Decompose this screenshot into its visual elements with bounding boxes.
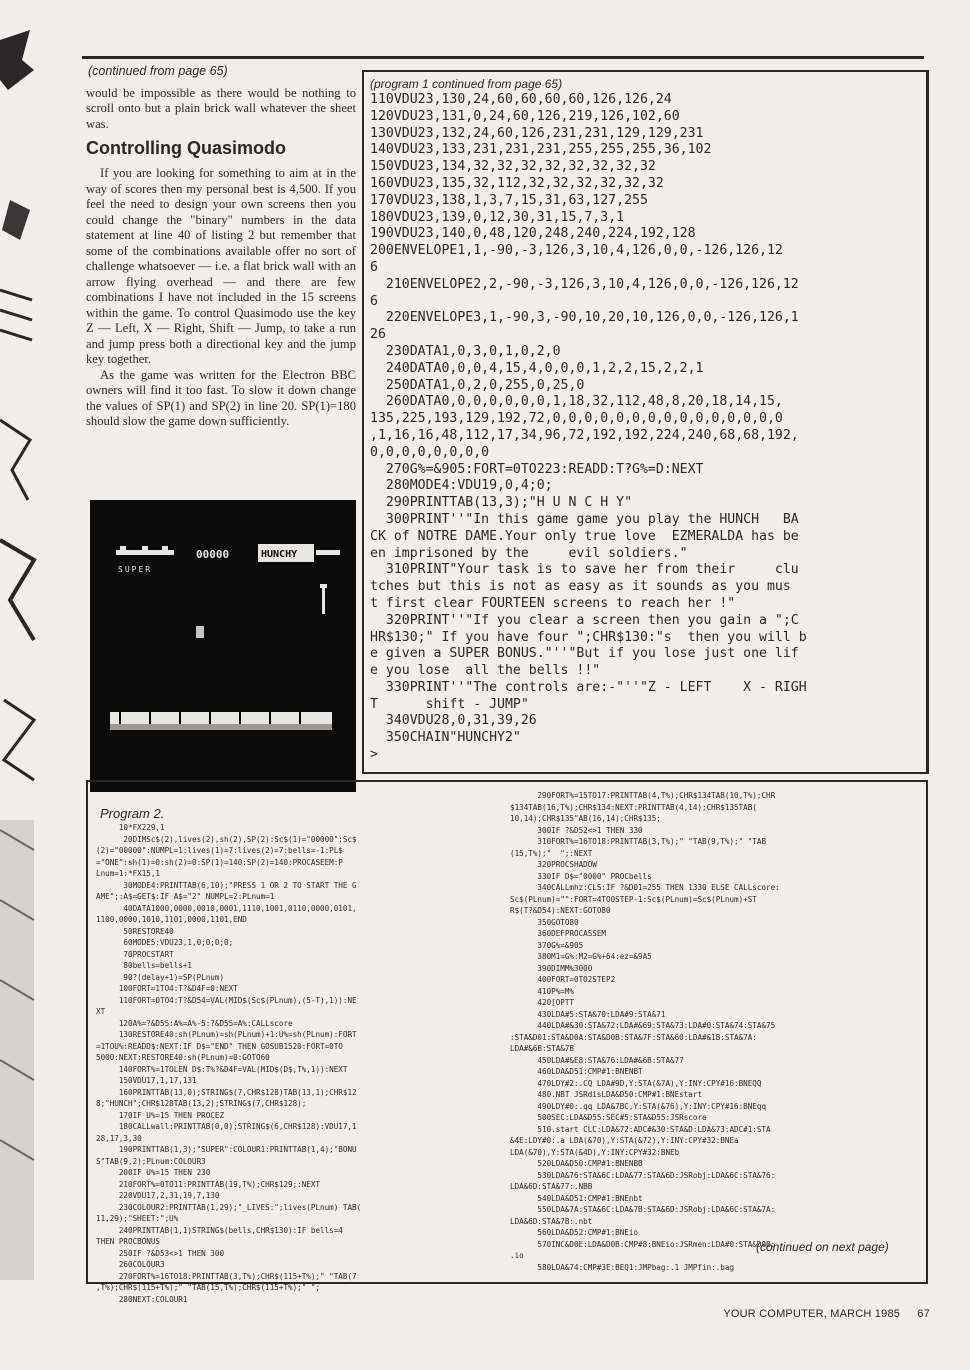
- game-scene: [90, 500, 356, 792]
- article-paragraph-1: If you are looking for something to aim at in the way of scores then my personal best is 4,500. If you feel the need to design your own screens then you could change the "binary" numbers in the data statement at line 40 of listing 2 but remember that some of the combinations available offer no sort of challenge whatsoever — i.e. a flat brick wall with an arrow flying overhead — and there are few combinations I have not included in the 15 screens within the game. To control Quasimodo use the key Z — Left, X — Right, Shift — Jump, to take a run and jump press both a directional key and the jump key together.: [86, 166, 356, 366]
- program-2-title: Program 2.: [100, 806, 165, 821]
- page-footer: [709, 1308, 930, 1320]
- margin-illustration-fragment: [0, 0, 40, 1370]
- footer-magazine: YOUR COMPUTER, MARCH 1985: [723, 1308, 901, 1320]
- program-2-listing-left: 10*FX229,1 20DIMSc$(2),lives(2),sh(2),SP(2):Sc$(1)="00000":Sc$ (2)="00000":NUMPL=1:lives(1)=7:lives(2)=7:bells=-1:PL$ ="ONE":sh(1)=0:sh(2)=0:SP(1)=140:SP(2)=140:PROCASEEM:P Lnum=1:*FX15,1 30MODE4:PRINTTAB(6,10);"PRESS 1 OR 2 TO START THE G AME";:A$=GET$:IF A$="2" NUMPL=2:PLnum=1 40DATA1000,0000,0010,0001,1110,1001,0110,0000,0101, 1100,0000,1010,1101,0000,1101,END 50RESTORE40 60MODE5:VDU23,1,0;0;0;0; 70PROCSTART 80bells=bells+1 90?(delay+1)=SP(PLnum) 100FORT=1TO4:T?&D4F=0:NEXT 110FORT=0TO4:T?&D54=VAL(MID$(Sc$(PLnum),(5-T),1)):NE XT 120A%=?&D55:A%=A%-5:?&D55=A%:CALLscore 130RESTORE40:sh(PLnum)=sh(PLnum)+1:U%=sh(PLnum):FORT =1TOU%:READD$:NEXT:IF D$="END" THEN GOSUB1520:FORT=0TO 5000:NEXT:RESTORE40:sh(PLnum)=0:GOTO60 140FORT%=1TOLEN D$:T%?&D4F=VAL(MID$(D$,T%,1)):NEXT 150VDU17,1,17,131 160PRINTTAB(13,0);STRING$(7,CHR$128)TAB(13,1);CHR$12 8;"HUNCH";CHR$128TAB(13,2);STRING$(7,CHR$128); 170IF U%=15 THEN PROCEZ 180CALLwall:PRINTTAB(0,0);STRING$(6,CHR$128):VDU17,1 28,17,3,30 190PRINTTAB(1,3);"SUPER":COLOUR1:PRINTTAB(1,4);"BONU S"TAB(9,2);PLnum:COLOUR3 200IF U%=15 THEN 230 210FORT%=0TO11:PRINTTAB(19,T%);CHR$129;:NEXT 220VDU17,2,31,19,7,130 230COLOUR2:PRINTTAB(1,29);"_LIVES:";lives(PLnum) TAB( 11,29);"SHEET:";U% 240PRINTTAB(1,1)STRING$(bells,CHR$130):IF bells=4 THEN PROCBONUS 250IF ?&D53<>1 THEN 300 260COLOUR3 270FORT%=16TO18:PRINTTAB(3,T%);CHR$(115+T%);" "TAB(7 ,T%);CHR$(115+T%);" "TAB(15,T%);CHR$(115+T%);" "; 280NEXT:COLOUR1: [96, 823, 362, 1304]
- article-body: [86, 166, 356, 430]
- intro-paragraph: [86, 86, 356, 132]
- top-rule: [82, 56, 924, 59]
- article-paragraph-2: As the game was written for the Electron BBC owners will find it too fast. To slow it down change the values of SP(1) and SP(2) in line 20. SP(1)=180 should slow the game down sufficiently.: [86, 367, 356, 428]
- continued-from-note: (continued from page 65): [88, 64, 228, 78]
- section-heading: Controlling Quasimodo: [86, 138, 286, 158]
- continued-on-note: (continued on next page): [756, 1240, 889, 1254]
- program-2-listing-right: 290FORT%=15TO17:PRINTTAB(4,T%);CHR$134TAB(10,T%);CHR $134TAB(16,T%);CHR$134:NEXT:PRINTTAB(4,14);CHR$135TAB( 10,14);CHR$135"AB(16,14);CHR$135; 300IF ?&D52<>1 THEN 330 310FORT%=16TO18:PRINTTAB(3,T%);" "TAB(9,T%);" "TAB (15,T%);" ";:NEXT 320PROCSHADOW 330IF D$="0000" PROCbells 340CALLmhz:CLS:IF ?&D01=255 THEN 1330 ELSE CALLscore: Sc$(PLnum)="":FORT=4TO0STEP-1:Sc$(PLnum)=Sc$(PLnum)+ST R$(T?&D54):NEXT:GOTO80 350GOTO80 360DEFPROCASSEM 370G%=&905 380M1=G%:M2=G%+64:ez=&9A5 390DIMM%3000 400FORT=0TO2STEP2 410P%=M% 420[OPTT 430LDA#5:STA&70:LDA#9:STA&71 440LDA#&30:STA&72:LDA#&69:STA&73:LDA#0:STA&74:STA&75 :STA&D01:STA&D0A:STA&D0B:STA&7F:STA&60:LDA#&1B:STA&7A: LDA#&6B:STA&7B 450LDA#&E8:STA&76:LDA#&6B:STA&77 460LDA&D51:CMP#1:BNENBT 470LDY#2:.CQ LDA#9D,Y:STA(&7A),Y:INY:CPY#16:BNEQQ 480.NBT JSRdisLDA&D50:CMP#1:BNEstart 490LDY#0:.qq LDA&7BC,Y:STA(&76),Y:INY:CPY#16:BNEqq 500SEC:LDA&D55:SEC#5:STA&D55:JSRscore 510.start CLC:LDA&72:ADC#&30:STA&D:LDA&73:ADC#1:STA &4E:LDY#0:.a LDA(&70),Y:STA(&72),Y:INY:CPY#32:BNEa LDA(&70),Y:STA(&4D),Y:INY:CPY#32:BNEb 520LDA&D50:CMP#1:BNENBB 530LDA&76:STA&6C:LDA&77:STA&6D:JSRobj:LDA&6C:STA&76: LDA&6D:STA&77:.NBB 540LDA&D51:CMP#1:BNEnbt 550LDA&7A:STA&6C:LDA&7B:STA&6D:JSRobj:LDA&6C:STA&7A: LDA&6D:STA&7B:.nbt 560LDA&D52:CMP#1:BNEio 570INC&D0E:LDA&D0B:CMP#8:BNEio:JSRmen:LDA#0:STA&D0B: .io 580LDA&74:CMP#3E:BEQ1:JMPbag:.1 JMPfin:.bag: [510, 791, 780, 1272]
- game-screenshot: [90, 500, 356, 792]
- program-1-title: (program 1 continued from page 65): [370, 77, 563, 91]
- program-1-listing: 110VDU23,130,24,60,60,60,60,126,126,24 120VDU23,131,0,24,60,126,219,126,102,60 130VDU23,132,24,60,126,231,231,129,129,231 140VDU23,133,231,231,231,255,255,255,36,102 150VDU23,134,32,32,32,32,32,32,32,32 160VDU23,135,32,112,32,32,32,32,32,32 170VDU23,138,1,3,7,15,31,63,127,255 180VDU23,139,0,12,30,31,15,7,3,1 190VDU23,140,0,48,120,248,240,224,192,128 200ENVELOPE1,1,-90,-3,126,3,10,4,126,0,0,-126,126,12 6 210ENVELOPE2,2,-90,-3,126,3,10,4,126,0,0,-126,126,12 6 220ENVELOPE3,1,-90,3,-90,10,20,10,126,0,0,-126,126,1 26 230DATA1,0,3,0,1,0,2,0 240DATA0,0,0,4,15,4,0,0,0,1,2,2,15,2,2,1 250DATA1,0,2,0,255,0,25,0 260DATA0,0,0,0,0,0,0,1,18,32,112,48,8,20,18,14,15, 135,225,193,129,192,72,0,0,0,0,0,0,0,0,0,0,0,0,0,0,0 ,1,16,16,48,112,17,34,96,72,192,192,224,240,68,68,192, 0,0,0,0,0,0,0,0 270G%=&905:FORT=0TO223:READD:T?G%=D:NEXT 280MODE4:VDU19,0,4;0; 290PRINTTAB(13,3);"H U N C H Y" 300PRINT''"In this game game you play the HUNCH BA CK of NOTRE DAME.Your only true love EZMERALDA has be en imprisoned by the evil soldiers." 310PRINT"Your task is to save her from their clu tches but this is not as easy as it sounds as you mus t first clear FOURTEEN screens to reach her !" 320PRINT''"If you clear a screen then you gain a ";C HR$130;" If you have four ";CHR$130:"s then you will b e given a SUPER BONUS."''"But if you lose just one lif e you lose all the bells !!" 330PRINT''"The controls are:-"''"Z - LEFT X - RIGH T shift - JUMP" 340VDU28,0,31,39,26 350CHAIN"HUNCHY2" >: [370, 92, 807, 763]
- game-score: 00000: [196, 548, 230, 561]
- intro-text: would be impossible as there would be nothing to scroll onto but a plain brick wall whatever the sheet was.: [86, 86, 356, 131]
- footer-page-number: 67: [917, 1308, 930, 1320]
- adjacent-page-margin: [0, 0, 40, 1370]
- game-title-block: HUNCHY: [261, 549, 298, 560]
- game-super-label: SUPER: [118, 565, 153, 574]
